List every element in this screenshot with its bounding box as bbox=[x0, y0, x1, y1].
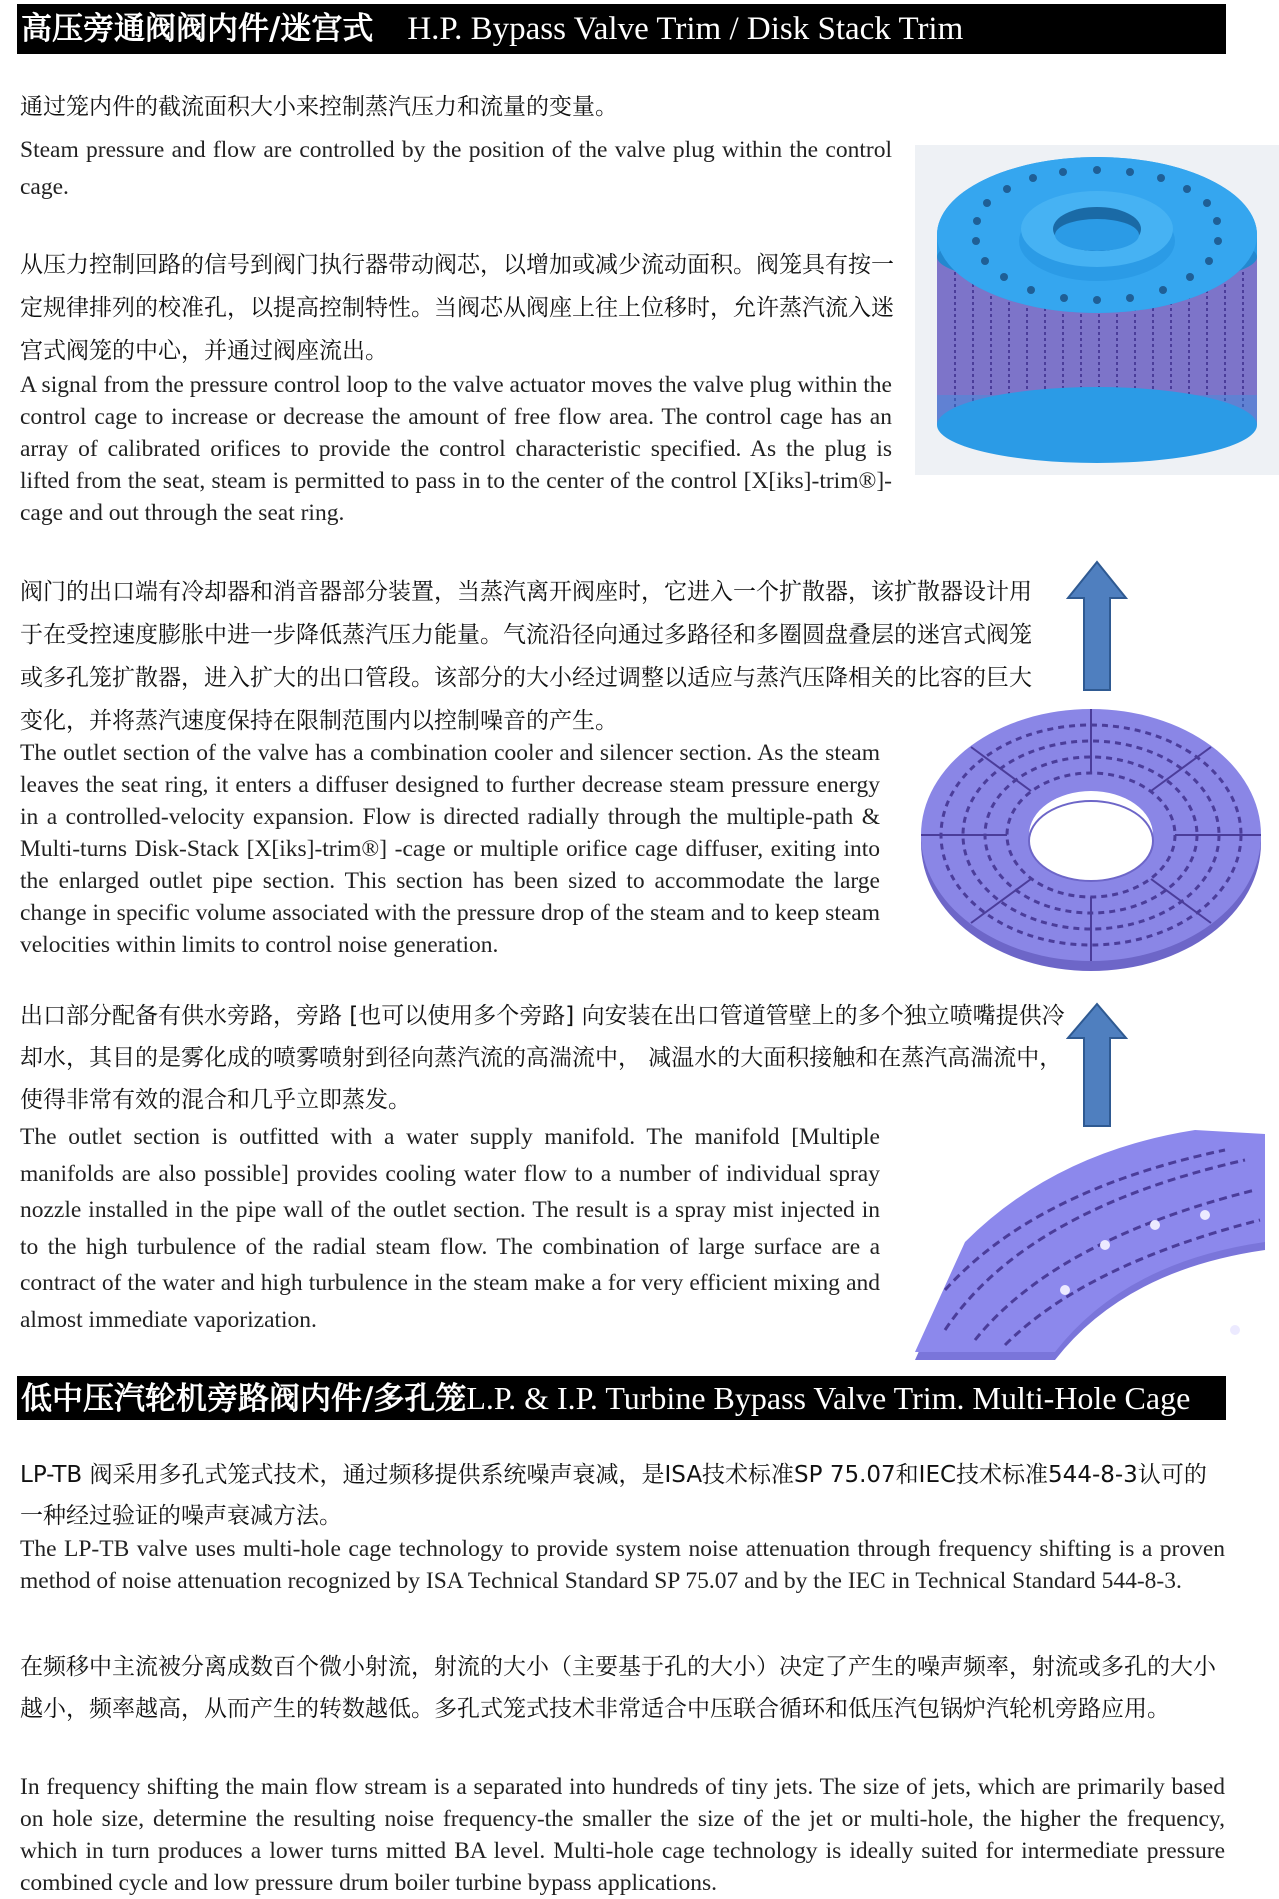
paragraph-en: In frequency shifting the main flow stream is a separated into hundreds of tiny jets. The size of jets, which are primarily based on hole size, determine the resulting noise frequency-the smaller the size of the jet or multi-hole, the higher the frequency, which in turn produces a lower turns mitted BA level. Multi-hole cage technology is ideally suited for intermediate pressure combined cycle and low pressure drum boiler turbine bypass applications. bbox=[20, 1774, 1225, 1896]
header-title-en: L.P. & I.P. Turbine Bypass Valve Trim. Multi-Hole Cage bbox=[466, 1380, 1191, 1416]
paragraph-en: A signal from the pressure control loop to the valve actuator moves the valve plug within the control cage to increase or decrease the amount of free flow area. The control cage has an array of calibrated orifices to provide the control characteristic specified. As the plug is lifted from the seat, steam is permitted to pass in to the center of the control [X[iks]-trim®]-cage and out through the seat ring. bbox=[20, 372, 892, 526]
paragraph-cn: 通过笼内件的截流面积大小来控制蒸汽压力和流量的变量。 bbox=[20, 94, 618, 120]
up-arrow-icon bbox=[1066, 1002, 1128, 1128]
section-header-hp-bypass bbox=[17, 4, 1226, 54]
disk-segment-image bbox=[905, 1130, 1270, 1365]
valve-cage-image bbox=[915, 145, 1279, 475]
disk-stack-image bbox=[913, 695, 1268, 975]
paragraph-cn: LP-TB 阀采用多孔式笼式技术，通过频移提供系统噪声衰减，是ISA技术标准SP 75.07和IEC技术标准544-8-3认可的一种经过验证的噪声衰减方法。 bbox=[20, 1462, 1207, 1529]
paragraph-cn: 出口部分配备有供水旁路，旁路 [也可以使用多个旁路] 向安装在出口管道管壁上的多个独立喷嘴提供冷却水，其目的是雾化成的喷雾喷射到径向蒸汽流的高湍流中， 减温水的大面积接触和在蒸汽高湍流中，使得非常有效的混合和几乎立即蒸发。 bbox=[20, 1003, 1065, 1113]
paragraph-en: The outlet section is outfitted with a water supply manifold. The manifold [Multiple manifolds are also possible] provides cooling water flow to a number of individual spray nozzle installed in the pipe wall of the outlet section. The result is a spray mist injected in to the high turbulence of the radial steam flow. The combination of large surface are a contract of the water and high turbulence in the steam make a for very efficient mixing and almost immediate vaporization. bbox=[20, 1124, 880, 1333]
header-title-en: H.P. Bypass Valve Trim / Disk Stack Trim bbox=[407, 11, 964, 47]
section-header-lp-ip-bypass bbox=[17, 1376, 1226, 1420]
paragraph-en: The outlet section of the valve has a combination cooler and silencer section. As the steam leaves the seat ring, it enters a diffuser designed to further decrease steam pressure energy in a controlled-velocity expansion. Flow is directed radially through the multiple-path & Multi-turns Disk-Stack [X[iks]-trim®] -cage or multiple orifice cage diffuser, exiting into the enlarged outlet pipe section. This section has been sized to accommodate the large change in specific volume associated with the pressure drop of the steam and to keep steam velocities within limits to control noise generation. bbox=[20, 740, 880, 958]
paragraph-cn: 从压力控制回路的信号到阀门执行器带动阀芯，以增加或减少流动面积。阀笼具有按一定规律排列的校准孔，以提高控制特性。当阀芯从阀座上往上位移时，允许蒸汽流入迷宫式阀笼的中心，并通过阀座流出。 bbox=[20, 252, 894, 364]
header-title-cn: 高压旁通阀阀内件/迷宫式 bbox=[21, 11, 374, 47]
paragraph-cn: 阀门的出口端有冷却器和消音器部分装置，当蒸汽离开阀座时，它进入一个扩散器，该扩散器设计用于在受控速度膨胀中进一步降低蒸汽压力能量。气流沿径向通过多路径和多圈圆盘叠层的迷宫式阀笼或多孔笼扩散器，进入扩大的出口管段。该部分的大小经过调整以适应与蒸汽压降相关的比容的巨大变化，并将蒸汽速度保持在限制范围内以控制噪音的产生。 bbox=[20, 579, 1032, 734]
paragraph-cn: 在频移中主流被分离成数百个微小射流，射流的大小（主要基于孔的大小）决定了产生的噪声频率，射流或多孔的大小越小，频率越高，从而产生的转数越低。多孔式笼式技术非常适合中压联合循环和低压汽包锅炉汽轮机旁路应用。 bbox=[20, 1654, 1216, 1722]
header-title-cn: 低中压汽轮机旁路阀内件/多孔笼 bbox=[21, 1381, 467, 1417]
paragraph-en: The LP-TB valve uses multi-hole cage technology to provide system noise attenuation through frequency shifting is a proven method of noise attenuation recognized by ISA Technical Standard SP 75.07 and by the IEC in Technical Standard 544-8-3. bbox=[20, 1536, 1225, 1594]
paragraph-en: Steam pressure and flow are controlled by the position of the valve plug within the control cage. bbox=[20, 137, 892, 200]
up-arrow-icon bbox=[1066, 560, 1128, 692]
